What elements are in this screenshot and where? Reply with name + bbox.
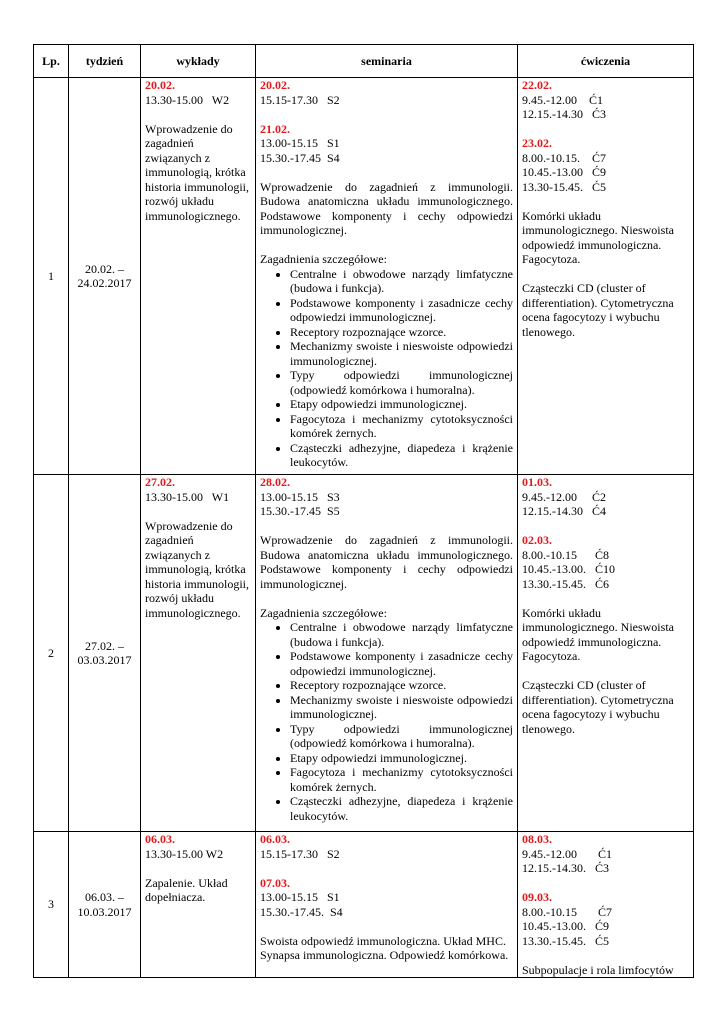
list-item: • Podstawowe komponenty i zasadnicze cechy odpowiedzi immunologicznej. <box>290 296 513 325</box>
list-item: • Etapy odpowiedzi immunologicznej. <box>290 397 513 412</box>
lecture-cell <box>141 78 256 475</box>
row-number: 2 <box>34 475 69 832</box>
week-end: 24.02.2017 <box>77 276 132 290</box>
exercise-time: 13.30.-15.45. Ć5 <box>522 933 609 948</box>
lecture-text: Wprowadzenie do zagadnień związanych z immunologią, krótka historia immunologii, rozwój układu immunologicznego. <box>145 518 249 620</box>
lecture-cell <box>141 832 256 978</box>
exercise-time: 12.15.-14.30. Ć3 <box>522 861 609 875</box>
week-start: 27.02. – <box>85 638 124 653</box>
seminar-time: 13.00-15.15 S1 <box>260 136 340 150</box>
lecture-text: Wprowadzenie do zagadnień związanych z immunologią, krótka historia immunologii, rozwój układu immunologicznego. <box>145 121 249 223</box>
week-end: 10.03.2017 <box>77 904 132 919</box>
exercise-date: 09.03. <box>522 890 552 904</box>
list-item: • Fagocytoza i mechanizmy cytotoksyczności komórek żernych. <box>290 765 513 794</box>
exercise-time: 10.45.-13.00. Ć10 <box>522 562 615 576</box>
seminar-time: 13.00-15.15 S3 <box>260 489 340 504</box>
list-item: • Cząsteczki adhezyjne, diapedeza i krążenie leukocytów. <box>290 441 513 470</box>
exercise-time: 13.30-15.45. Ć5 <box>522 179 606 194</box>
lecture-cell <box>141 475 256 832</box>
list-item: • Centralne i obwodowe narządy limfatyczne (budowa i funkcja). <box>290 620 513 649</box>
exercise-time: 8.00.-10.15. Ć7 <box>522 150 606 165</box>
exercise-time: 9.45.-12.00 Ć1 <box>522 846 612 861</box>
schedule-table <box>33 44 694 978</box>
exercise-time: 8.00.-10.15 Ć8 <box>522 547 609 562</box>
exercise-text: Komórki układu immunologicznego. Nieswoista odpowiedź immunologiczna. Fagocytoza. <box>522 605 674 663</box>
list-item: • Podstawowe komponenty i zasadnicze cechy odpowiedzi immunologicznej. <box>290 649 513 678</box>
seminar-cell <box>256 78 518 475</box>
week-end: 03.03.2017 <box>77 653 132 667</box>
week-start: 20.02. – <box>85 261 124 276</box>
seminar-date: 07.03. <box>260 875 290 890</box>
seminar-time: 15.30.-17.45 S5 <box>260 504 340 518</box>
table-row <box>34 78 694 475</box>
seminar-time: 15.15-17.30 S2 <box>260 92 340 107</box>
seminar-topic-list <box>260 620 513 823</box>
exercise-time: 12.15.-14.30 Ć4 <box>522 504 606 518</box>
exercise-time: 13.30.-15.45. Ć6 <box>522 576 609 591</box>
list-item: • Centralne i obwodowe narządy limfatyczne (budowa i funkcja). <box>290 267 513 296</box>
header-lectures: wykłady <box>141 45 256 78</box>
list-item: • Receptory rozpoznające wzorce. <box>290 325 513 340</box>
list-item: • Typy odpowiedzi immunologicznej (odpowiedź komórkowa i humoralna). <box>290 722 513 751</box>
seminar-date: 06.03. <box>260 832 290 846</box>
lecture-text: Zapalenie. Układ dopełniacza. <box>145 875 228 904</box>
header-exercises: ćwiczenia <box>518 45 694 78</box>
table-row <box>34 832 694 978</box>
list-item: • Fagocytoza i mechanizmy cytotoksyczności komórek żernych. <box>290 412 513 441</box>
exercise-text: Komórki układu immunologicznego. Nieswoista odpowiedź immunologiczna. Fagocytoza. <box>522 208 674 266</box>
week-cell <box>69 832 141 978</box>
exercise-time: 10.45.-13.00 Ć9 <box>522 165 606 179</box>
header-week: tydzień <box>69 45 141 78</box>
exercise-date: 02.03. <box>522 533 552 547</box>
exercise-cell <box>518 78 694 475</box>
exercise-time: 9.45.-12.00 Ć2 <box>522 489 606 504</box>
exercise-cell <box>518 475 694 832</box>
exercise-text: Subpopulacje i rola limfocytów <box>522 962 674 977</box>
seminar-details-label: Zagadnienia szczegółowe: <box>260 252 387 266</box>
seminar-date: 21.02. <box>260 121 290 136</box>
header-seminars: seminaria <box>256 45 518 78</box>
list-item: • Etapy odpowiedzi immunologicznej. <box>290 751 513 766</box>
seminar-topic-list <box>260 267 513 470</box>
exercise-time: 8.00.-10.15 Ć7 <box>522 904 612 919</box>
exercise-time: 9.45.-12.00 Ć1 <box>522 92 603 107</box>
exercise-date: 08.03. <box>522 832 552 846</box>
seminar-date: 20.02. <box>260 78 290 92</box>
lecture-date: 06.03. <box>145 832 175 846</box>
lecture-time: 13.30-15.00 W1 <box>145 489 230 504</box>
lecture-date: 20.02. <box>145 78 175 92</box>
seminar-time: 15.30.-17.45 S4 <box>260 150 340 165</box>
seminar-date: 28.02. <box>260 475 290 489</box>
exercise-cell <box>518 832 694 978</box>
seminar-details-label: Zagadnienia szczegółowe: <box>260 605 387 620</box>
seminar-cell <box>256 475 518 832</box>
row-number: 3 <box>34 832 69 978</box>
list-item: • Receptory rozpoznające wzorce. <box>290 678 513 693</box>
exercise-date: 22.02. <box>522 78 552 92</box>
seminar-text: Wprowadzenie do zagadnień z immunologii. Budowa anatomiczna układu immunologicznego. Podstawowe komponenty i cechy odpowiedzi immunologicznej. <box>260 179 513 237</box>
list-item: • Cząsteczki adhezyjne, diapedeza i krążenie leukocytów. <box>290 794 513 823</box>
week-cell <box>69 475 141 832</box>
list-item: • Mechanizmy swoiste i nieswoiste odpowiedzi immunologicznej. <box>290 339 513 368</box>
seminar-cell <box>256 832 518 978</box>
lecture-time: 13.30-15.00 W2 <box>145 92 230 107</box>
seminar-time: 15.15-17.30 S2 <box>260 846 340 861</box>
list-item: • Typy odpowiedzi immunologicznej (odpowiedź komórkowa i humoralna). <box>290 368 513 397</box>
seminar-text: Swoista odpowiedź immunologiczna. Układ MHC. Synapsa immunologiczna. Odpowiedź komórkowa. <box>260 933 509 962</box>
seminar-text: Wprowadzenie do zagadnień z immunologii. Budowa anatomiczna układu immunologicznego. Podstawowe komponenty i cechy odpowiedzi immunologicznej. <box>260 533 513 591</box>
header-lp: Lp. <box>34 45 69 78</box>
row-number: 1 <box>34 78 69 475</box>
lecture-date: 27.02. <box>145 475 175 489</box>
week-start: 06.03. – <box>85 890 124 904</box>
table-row <box>34 475 694 832</box>
exercise-text: Cząsteczki CD (cluster of differentiation). Cytometryczna ocena fagocytozy i wybuchu tlenowego. <box>522 281 674 339</box>
week-cell <box>69 78 141 475</box>
seminar-time: 13.00-15.15 S1 <box>260 890 340 904</box>
seminar-time: 15.30.-17.45. S4 <box>260 904 343 919</box>
exercise-date: 23.02. <box>522 136 552 150</box>
exercise-text: Cząsteczki CD (cluster of differentiation). Cytometryczna ocena fagocytozy i wybuchu tlenowego. <box>522 678 674 736</box>
exercise-date: 01.03. <box>522 475 552 489</box>
lecture-time: 13.30-15.00 W2 <box>145 846 224 861</box>
header-row <box>34 45 694 78</box>
exercise-time: 12.15.-14.30 Ć3 <box>522 107 606 121</box>
list-item: • Mechanizmy swoiste i nieswoiste odpowiedzi immunologicznej. <box>290 693 513 722</box>
exercise-time: 10.45.-13.00. Ć9 <box>522 919 609 933</box>
